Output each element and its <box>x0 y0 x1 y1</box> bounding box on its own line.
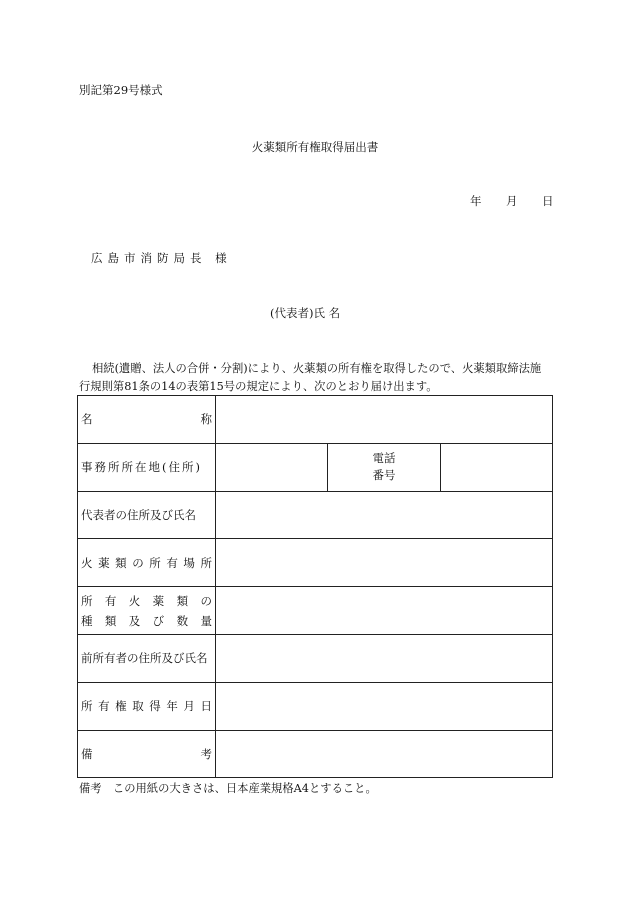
notification-form-table <box>77 395 553 778</box>
value-rep-address-name[interactable] <box>216 491 553 539</box>
footnote: 備考 この用紙の大きさは、日本産業規格A4とすること。 <box>79 782 377 795</box>
label-char: 火 <box>128 593 141 608</box>
label-office-address <box>78 443 216 491</box>
row-name <box>78 396 553 444</box>
value-storage-location[interactable] <box>216 539 553 587</box>
representative-name-label: (代表者)氏 名 <box>270 306 341 320</box>
label-char: 有 <box>98 699 110 714</box>
label-char: 月 <box>183 699 195 714</box>
label-char: 所 <box>81 699 93 714</box>
date-year: 年 <box>470 194 482 208</box>
label-char: の <box>132 555 144 570</box>
statement-line-2: 行規則第81条の14の表第15号の規定により、次のとおり届け出ます。 <box>79 380 438 393</box>
label-char: 数 <box>176 613 189 628</box>
label-char: 種 <box>81 613 93 628</box>
value-name[interactable] <box>216 396 553 444</box>
label-char: 類 <box>104 613 117 628</box>
label-char: 及 <box>128 613 141 628</box>
label-text: 前所有者の住所及び氏名 <box>81 651 208 666</box>
value-phone-number[interactable] <box>440 443 552 491</box>
statement <box>79 360 555 396</box>
row-storage-location <box>78 539 553 587</box>
value-acquisition-date[interactable] <box>216 682 553 730</box>
label-char: 電話 <box>372 451 396 466</box>
label-char: 類 <box>176 593 189 608</box>
label-char: 権 <box>115 699 127 714</box>
label-char: 火 <box>81 555 93 570</box>
label-acquisition-date <box>78 682 216 730</box>
label-char: 薬 <box>152 593 165 608</box>
label-remarks <box>78 730 216 778</box>
label-char: 名 <box>81 412 93 427</box>
label-char: 年 <box>166 699 178 714</box>
value-kind-quantity[interactable] <box>216 587 553 635</box>
label-char: び <box>152 613 165 628</box>
row-previous-owner <box>78 634 553 682</box>
label-char: 備 <box>81 746 93 761</box>
label-text: 事務所所在地(住所) <box>81 460 202 475</box>
label-char: 類 <box>115 555 127 570</box>
label-char: 量 <box>200 613 212 628</box>
label-char: 所 <box>149 555 161 570</box>
date-day: 日 <box>542 194 554 208</box>
row-kind-quantity <box>78 587 553 635</box>
label-char: 有 <box>104 593 117 608</box>
label-char: 日 <box>200 699 212 714</box>
label-char: 所 <box>200 555 212 570</box>
row-rep-address-name <box>78 491 553 539</box>
statement-line-1: 相続(遺贈、法人の合併・分割)により、火薬類の所有権を取得したので、火薬類取締法施 <box>92 362 542 375</box>
row-remarks <box>78 730 553 778</box>
label-char: 番号 <box>372 468 396 483</box>
label-char: 薬 <box>98 555 110 570</box>
label-char: 考 <box>200 746 212 761</box>
label-char: 所 <box>81 593 93 608</box>
label-name <box>78 396 216 444</box>
value-previous-owner[interactable] <box>216 634 553 682</box>
label-char: の <box>200 593 212 608</box>
date-month: 月 <box>506 194 518 208</box>
addressee: 広島市消防局長 様 <box>91 251 232 265</box>
document-title: 火薬類所有権取得届出書 <box>251 140 379 154</box>
label-storage-location <box>78 539 216 587</box>
value-office-address[interactable] <box>216 443 328 491</box>
label-char: 場 <box>183 555 195 570</box>
label-phone-number <box>328 443 440 491</box>
label-kind-quantity <box>78 587 216 635</box>
row-office-address <box>78 443 553 491</box>
label-char: 称 <box>200 412 212 427</box>
row-acquisition-date <box>78 682 553 730</box>
label-char: 有 <box>166 555 178 570</box>
value-remarks[interactable] <box>216 730 553 778</box>
form-number: 別記第29号様式 <box>79 83 163 97</box>
label-text: 代表者の住所及び氏名 <box>81 507 196 522</box>
label-char: 得 <box>149 699 161 714</box>
label-rep-address-name <box>78 491 216 539</box>
label-previous-owner <box>78 634 216 682</box>
label-char: 取 <box>132 699 144 714</box>
